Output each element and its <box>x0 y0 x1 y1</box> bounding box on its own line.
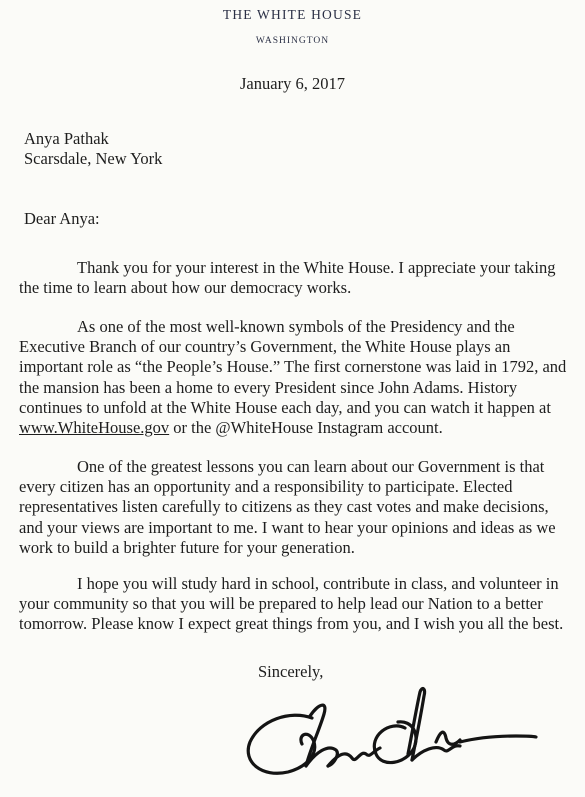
letterhead-subtitle: WASHINGTON <box>255 36 330 46</box>
letter-date: January 6, 2017 <box>240 74 345 93</box>
letterhead-title: THE WHITE HOUSE <box>222 7 363 22</box>
paragraph-4 <box>19 574 575 635</box>
paragraph-1-text: Thank you for your interest in the White House. I appreciate your taking the time to learn about how our democracy works. <box>19 258 556 298</box>
salutation: Dear Anya: <box>24 209 100 228</box>
paragraph-2 <box>19 317 575 438</box>
signature <box>240 680 540 790</box>
recipient-location: Scarsdale, New York <box>24 149 163 168</box>
paragraph-4-text: I hope you will study hard in school, contribute in class, and volunteer in your community so that you will be prepared to help lead our Nation to a better tomorrow. Please know I expect great things from you, and I wish you all the best. <box>19 574 564 634</box>
paragraph-3-text: One of the greatest lessons you can learn about our Government is that every citizen has an opportunity and a responsibility to participate. Elected representatives listen carefully to citizens as they cast votes and make decisions, and your views are important to me. I want to hear your opinions and ideas as we work to build a brighter future for your generation. <box>19 457 556 557</box>
recipient-address <box>24 129 162 169</box>
whitehouse-link[interactable]: www.WhiteHouse.gov <box>19 418 170 438</box>
paragraph-2-tail: or the @WhiteHouse Instagram account. <box>173 418 443 438</box>
closing: Sincerely, <box>258 662 324 681</box>
letterhead <box>0 7 585 46</box>
recipient-name: Anya Pathak <box>24 129 109 148</box>
paragraph-3 <box>19 457 575 558</box>
paragraph-1 <box>19 258 575 298</box>
paragraph-2-text: As one of the most well-known symbols of the Presidency and the Executive Branch of our country’s Government, the White House plays an important role as “the People’s House.” The first cornerstone was laid in 1792, and the mansion has been a home to every President since John Adams. History continues to unfold at the White House each day, and you can watch it happen at <box>19 317 567 417</box>
